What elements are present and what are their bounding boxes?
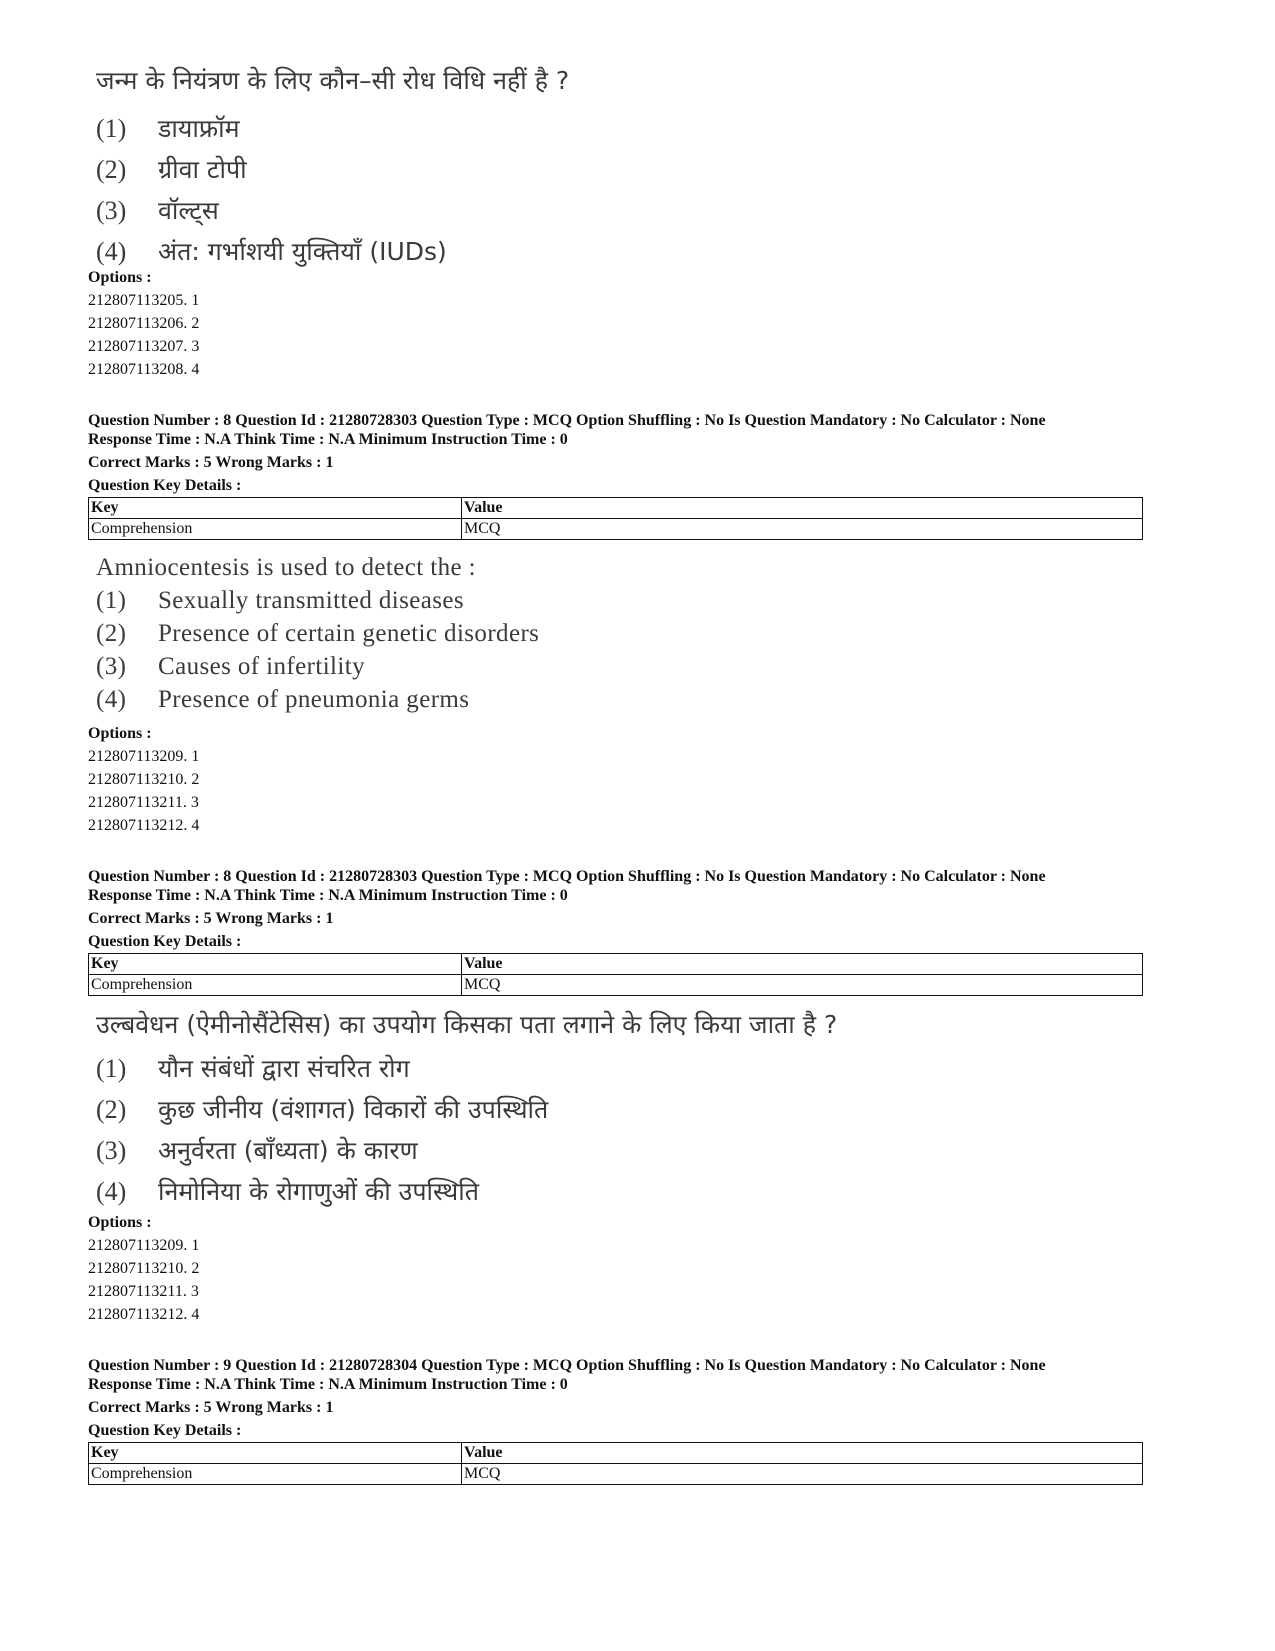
option-number: (3) (96, 653, 127, 680)
option-id: 212807113211. 3 (88, 1283, 199, 1300)
table-cell-key: Comprehension (89, 519, 462, 540)
question-option (96, 584, 1096, 617)
table-header-key: Key (89, 954, 462, 975)
option-number: (2) (96, 155, 127, 184)
options-list (88, 266, 1188, 381)
table-header-row (89, 1443, 1143, 1464)
table-cell-value: MCQ (462, 1464, 1143, 1485)
question-option (96, 1089, 1096, 1130)
question-key-table (88, 497, 1143, 540)
options-label: Options : (88, 725, 152, 742)
question-key-details-label: Question Key Details : (88, 477, 242, 494)
question-stem: उल्बवेधन (ऐमीनोसैंटेसिस) का उपयोग किसका पता लगाने के लिए किया जाता है ? (96, 1010, 838, 1039)
question-option (96, 617, 1096, 650)
option-number: (4) (96, 237, 127, 266)
option-id: 212807113212. 4 (88, 1306, 200, 1323)
option-number: (4) (96, 1177, 127, 1206)
table-header-value: Value (462, 954, 1143, 975)
question-key-table (88, 1442, 1143, 1485)
option-text: वॉल्ट्स (158, 196, 219, 225)
option-number: (1) (96, 587, 127, 614)
table-cell-key: Comprehension (89, 1464, 462, 1485)
option-text: Causes of infertility (158, 653, 365, 680)
question-image-hindi-contraception (96, 64, 1096, 272)
question-marks: Correct Marks : 5 Wrong Marks : 1 (88, 454, 334, 471)
option-text: Presence of certain genetic disorders (158, 620, 540, 647)
question-key-table (88, 953, 1143, 996)
option-number: (4) (96, 686, 127, 713)
question-meta (88, 1356, 1188, 1485)
options-list (88, 1211, 1188, 1326)
question-option (96, 1048, 1096, 1089)
question-marks: Correct Marks : 5 Wrong Marks : 1 (88, 910, 334, 927)
option-text: अनुर्वरता (बाँध्यता) के कारण (158, 1136, 418, 1165)
question-meta-line: Question Number : 9 Question Id : 21280728304 Question Type : MCQ Option Shuffling : No Is Question Mandatory : No Calculator : None (88, 1357, 1046, 1374)
question-marks: Correct Marks : 5 Wrong Marks : 1 (88, 1399, 334, 1416)
table-header-value: Value (462, 498, 1143, 519)
table-row (89, 975, 1143, 996)
option-id: 212807113206. 2 (88, 315, 200, 332)
table-header-row (89, 498, 1143, 519)
table-header-row (89, 954, 1143, 975)
table-row (89, 519, 1143, 540)
question-meta-line: Question Number : 8 Question Id : 21280728303 Question Type : MCQ Option Shuffling : No Is Question Mandatory : No Calculator : None (88, 868, 1046, 885)
table-row (89, 1464, 1143, 1485)
question-option (96, 108, 1096, 149)
option-number: (1) (96, 114, 127, 143)
options-label: Options : (88, 1214, 152, 1231)
question-option (96, 650, 1096, 683)
question-image-english-amniocentesis (96, 552, 1096, 716)
options-list (88, 722, 1188, 837)
table-cell-value: MCQ (462, 519, 1143, 540)
option-id: 212807113208. 4 (88, 361, 200, 378)
option-number: (2) (96, 1095, 127, 1124)
question-key-details-label: Question Key Details : (88, 933, 242, 950)
option-number: (3) (96, 1136, 127, 1165)
question-image-hindi-amniocentesis (96, 1008, 1096, 1212)
question-meta-line: Question Number : 8 Question Id : 21280728303 Question Type : MCQ Option Shuffling : No Is Question Mandatory : No Calculator : None (88, 412, 1046, 429)
option-id: 212807113210. 2 (88, 1260, 200, 1277)
option-text: निमोनिया के रोगाणुओं की उपस्थिति (158, 1177, 479, 1206)
option-text: कुछ जीनीय (वंशागत) विकारों की उपस्थिति (158, 1095, 549, 1124)
question-option (96, 683, 1096, 716)
question-meta (88, 867, 1188, 996)
table-cell-key: Comprehension (89, 975, 462, 996)
question-stem: Amniocentesis is used to detect the : (96, 554, 476, 581)
option-text: डायाफ्रॉम (158, 114, 240, 143)
question-option (96, 1130, 1096, 1171)
option-text: Presence of pneumonia germs (158, 686, 470, 713)
option-id: 212807113207. 3 (88, 338, 200, 355)
option-id: 212807113211. 3 (88, 794, 199, 811)
option-text: अंत: गर्भाशयी युक्तियाँ (IUDs) (158, 237, 447, 266)
option-id: 212807113212. 4 (88, 817, 200, 834)
question-timing-line: Response Time : N.A Think Time : N.A Minimum Instruction Time : 0 (88, 431, 568, 448)
question-option (96, 149, 1096, 190)
options-label: Options : (88, 269, 152, 286)
option-id: 212807113209. 1 (88, 748, 200, 765)
option-number: (3) (96, 196, 127, 225)
option-text: Sexually transmitted diseases (158, 587, 464, 614)
question-meta (88, 411, 1188, 540)
option-text: ग्रीवा टोपी (158, 155, 247, 184)
question-timing-line: Response Time : N.A Think Time : N.A Minimum Instruction Time : 0 (88, 1376, 568, 1393)
option-id: 212807113209. 1 (88, 1237, 200, 1254)
option-id: 212807113205. 1 (88, 292, 200, 309)
question-timing-line: Response Time : N.A Think Time : N.A Minimum Instruction Time : 0 (88, 887, 568, 904)
table-header-value: Value (462, 1443, 1143, 1464)
table-header-key: Key (89, 1443, 462, 1464)
option-number: (2) (96, 620, 127, 647)
question-stem: जन्म के नियंत्रण के लिए कौन–सी रोध विधि नहीं है ? (96, 66, 570, 95)
option-text: यौन संबंधों द्वारा संचरित रोग (158, 1054, 410, 1083)
question-option (96, 190, 1096, 231)
option-id: 212807113210. 2 (88, 771, 200, 788)
question-key-details-label: Question Key Details : (88, 1422, 242, 1439)
table-header-key: Key (89, 498, 462, 519)
table-cell-value: MCQ (462, 975, 1143, 996)
question-option (96, 1171, 1096, 1212)
option-number: (1) (96, 1054, 127, 1083)
